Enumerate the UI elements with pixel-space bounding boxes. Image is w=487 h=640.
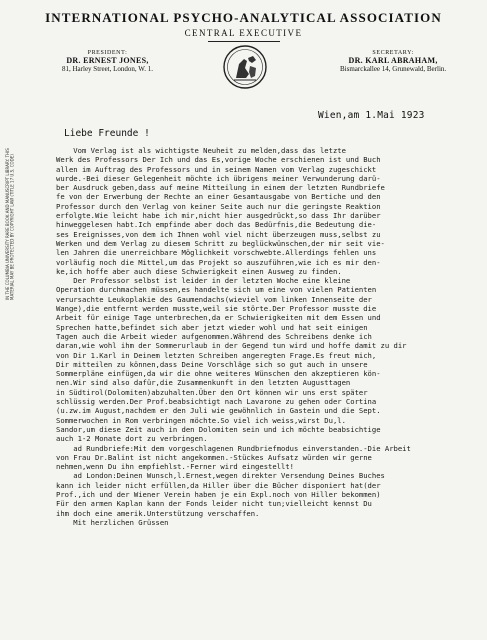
letter-line: Tagen auch die Arbeit wieder aufgenommen.Während des Schreibens denke ich xyxy=(56,331,372,341)
letter-line: vorläufig noch die Mittel,um das Projekt so auszuführen,wie ich es mir den- xyxy=(56,257,381,267)
subtitle-rule xyxy=(208,41,280,42)
letter-line: Operation durchmachen müssen,es handelte sich um eine von vielen Patienten xyxy=(56,285,377,295)
letter-line: ber Ausdruck geben,dass auf meine Mitteilung in einem der letzten Rundbriefe xyxy=(56,183,385,193)
letter-line: Wange),die entfernt werden musste,weil sie störte.Der Professor musste die xyxy=(56,304,377,314)
letter-line: Professor durch den Verlag von keiner Seite auch nur die geringste Reaktion xyxy=(56,201,381,211)
association-seal-icon xyxy=(222,44,268,90)
letter-line: Werken und dem Verlag zu diesem Schritt zu beglückwünschen,der mir seit vie- xyxy=(56,238,385,248)
president-block xyxy=(62,50,153,73)
president-address: 81, Harley Street, London, W. 1. xyxy=(62,65,153,73)
letter-line: schlüssig werden.Der Prof.beabsichtigt nach Lavarone zu gehen oder Cortina xyxy=(56,397,377,407)
letter-line: Arbeit für einige Tage unterbrechen,da er Schwierigkeiten mit dem Essen und xyxy=(56,313,381,323)
letter-line: Sandor,um diese Zeit auch in den Dolomiten sein und ich möchte beabsichtige xyxy=(56,424,381,434)
letter-line: ke,ich hoffe aber auch diese Schwierigkeit einen Ausweg zu finden. xyxy=(56,266,342,276)
letter-line: kann ich leider nicht erfüllen,da Hiller über die Bücher disponiert hat(der xyxy=(56,480,381,490)
secretary-address: Bismarckallee 14, Grunewald, Berlin. xyxy=(340,65,447,73)
president-name: DR. ERNEST JONES, xyxy=(66,56,149,65)
secretary-role: SECRETARY: xyxy=(372,50,414,56)
letter-line: Vom Verlag ist als wichtigste Neuheit zu melden,dass das letzte xyxy=(56,146,346,155)
letter-line: Für den armen Kaplan kann der Fonds leider nicht tun;vielleicht kennst Du xyxy=(56,499,372,509)
letter-line: nehmen,wenn Du ihn empfiehlst.-Ferner wird eingestellt! xyxy=(56,462,294,472)
letter-line: Prof.,ich und der Wiener Verein haben je ein Expl.noch von Hiller bekommen) xyxy=(56,489,381,499)
letter-line: Sommerpläne einfügen,da wir die ohne weiteres Wünschen den akzeptieren kön- xyxy=(56,369,381,379)
letter-line: Sommerwochen in Rom verbringen möchte.So viel ich weiss,wirst Du,l. xyxy=(56,415,346,425)
letter-line: ihm doch eine amerik.Unterstützung verschaffen. xyxy=(56,508,260,518)
letter-salutation: Liebe Freunde ! xyxy=(64,128,150,139)
letter-body xyxy=(56,146,471,527)
letter-line: von Frau Dr.Balint ist nicht angekommen.-Stückes Aufsatz würden wir gerne xyxy=(56,452,372,462)
letter-date: Wien,am 1.Mai 1923 xyxy=(318,110,425,121)
letter-line: Mit herzlichen Grüssen xyxy=(56,517,169,527)
executive-subtitle: CENTRAL EXECUTIVE xyxy=(184,28,303,38)
letter-line: verursachte Leukoplakie des Gaumendachs(wieviel vom linken Innenseite der xyxy=(56,294,372,304)
letter-line: ad Rundbriefe:Mit dem vorgeschlagenen Rundbriefmodus einverstanden.-Die Arbeit xyxy=(56,443,411,453)
letter-line: (u.zw.im August,nachdem er den Juli wie gewöhnlich in Gastein und die Sept. xyxy=(56,406,381,416)
letter-line: len Jahren die unerreichbare Möglichkeit vorschwebte.Allerdings fehlen uns xyxy=(56,248,377,258)
letter-line: in Südtirol(Dolomiten)abzuhalten.Über den Ort können wir uns erst später xyxy=(56,387,368,397)
letter-line: von Dir 1.Karl in Deinem letzten Schreiben angeregten Frage.Es freut mich, xyxy=(56,350,377,360)
letter-line: fe von der Erwerbung der Rechte an einer Gesamtausgabe von Bertiche und den xyxy=(56,192,381,202)
letter-line: auch 1-2 Monate dort zu verbringen. xyxy=(56,434,208,444)
letter-line: Der Professor selbst ist leider in der letzten Woche eine kleine xyxy=(56,276,351,286)
letter-line: nen.Wir sind also dafür,die Zusammenkunft in den letzten Augusttagen xyxy=(56,378,351,388)
letter-line: Werk des Professors Der Ich und das Es,vorige Woche erschienen ist und Buch xyxy=(56,155,381,165)
letter-line: Dir mitteilen zu können,dass Deine Vorschläge sich so gut auch in unsere xyxy=(56,359,368,369)
letter-line: Sprechen hatte,befindet sich aber jetzt wieder wohl und hat seit einigen xyxy=(56,322,368,332)
secretary-block xyxy=(340,50,446,73)
secretary-name: DR. KARL ABRAHAM, xyxy=(348,56,438,65)
letter-line: daran,wie wohl ihm der Sommerurlaub in der Gegend tun wird und hoffe damit zu dir xyxy=(56,341,407,351)
letter-line: allen im Auftrag des Professors und in seinem Namen vom Verlag zugeschickt xyxy=(56,164,377,174)
president-role: PRESIDENT: xyxy=(87,50,128,56)
letter-line: ad London:Deinen Wunsch,l.Ernest,wegen direkter Versendung Deines Buches xyxy=(56,471,385,481)
letter-line: hinweggelesen habt.Ich empfinde aber doch das Bedürfnis,die Bedeutung die- xyxy=(56,220,377,230)
archive-stamp-text: IN THE COLUMBIA UNIVERSITY RARE BOOK AND MANUSCRIPT LIBRARY. THIS MATERIAL MAY BE PROTECTED BY COPYRIGHT LAW (TITLE 17 U.S. CODE) xyxy=(5,148,15,300)
letter-line: ses Ereignisses,von dem ich Ihnen wohl viel nicht überzeugen muss,selbst zu xyxy=(56,229,381,239)
letter-line: wurde.-Bei dieser Gelegenheit möchte ich übrigens meiner Verwunderung darü- xyxy=(56,173,381,183)
letter-line: erfolgte.Wie leicht habe ich mir,nicht hier ausgedrückt,so dass Ihr darüber xyxy=(56,211,381,221)
archive-copyright-stamp xyxy=(6,140,20,300)
association-title: INTERNATIONAL PSYCHO-ANALYTICAL ASSOCIATION xyxy=(45,10,442,25)
